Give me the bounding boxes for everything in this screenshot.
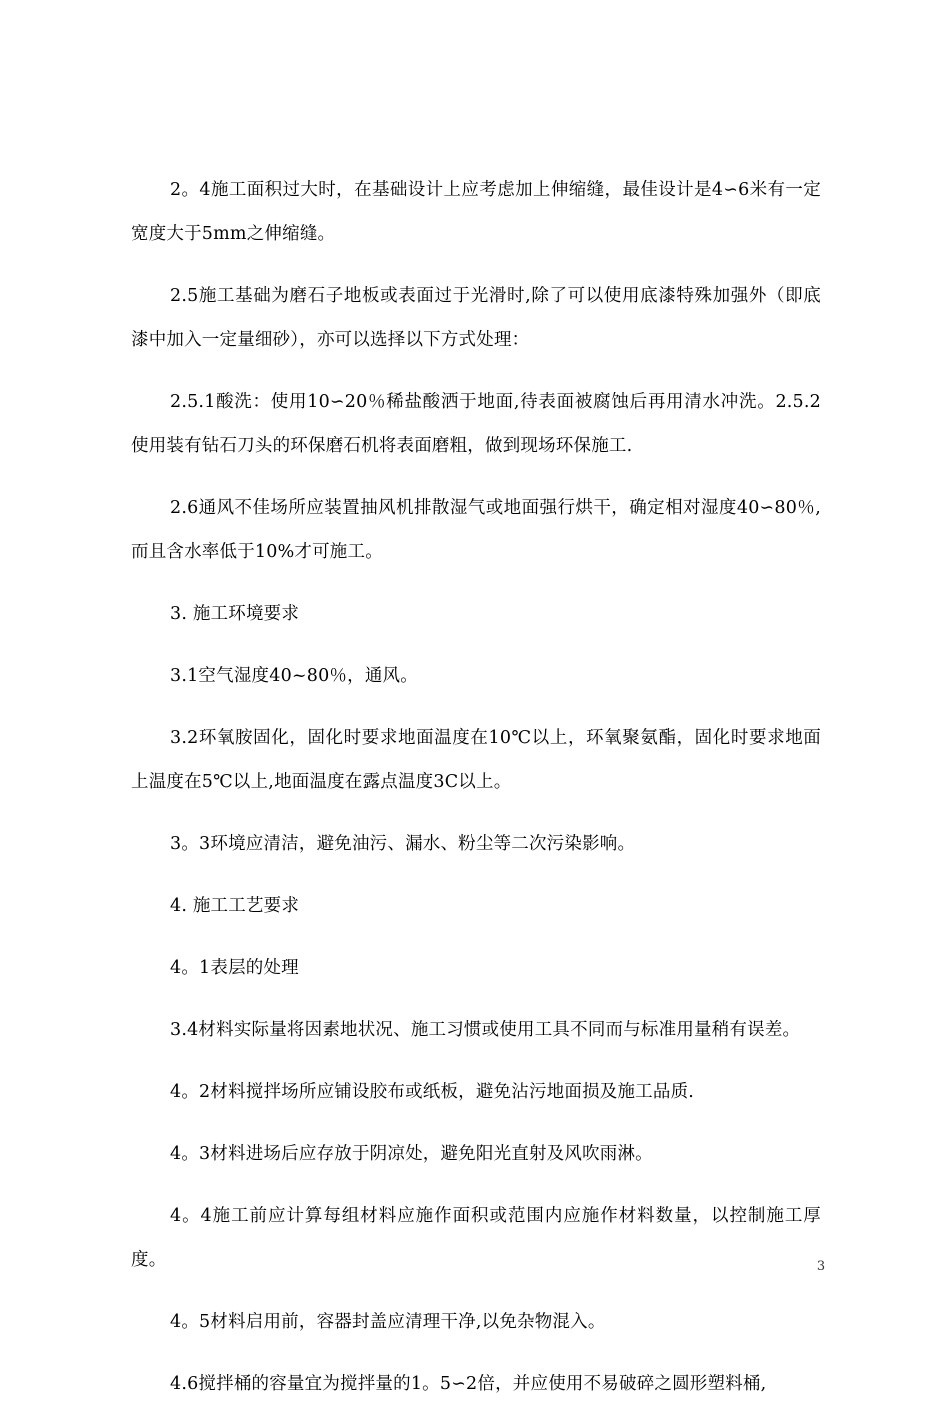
paragraph-2-5-1: 2.5.1酸洗：使用10∽20％稀盐酸洒于地面,待表面被腐蚀后再用清水冲洗。2.5.2使用装有钻石刀头的环保磨石机将表面磨粗，做到现场环保施工. <box>131 392 821 456</box>
paragraph-3-1: 3.1空气湿度40~80％，通风。 <box>170 666 418 686</box>
paragraph-4-3: 4。3材料进场后应存放于阴凉处，避免阳光直射及风吹雨淋。 <box>170 1144 653 1164</box>
section-heading-3: 3. 施工环境要求 <box>170 604 300 624</box>
paragraph-3-4: 3.4材料实际量将因素地状况、施工习惯或使用工具不同而与标准用量稍有误差。 <box>170 1020 801 1040</box>
paragraph-4-2: 4。2材料搅拌场所应铺设胶布或纸板，避免沾污地面损及施工品质. <box>170 1082 695 1102</box>
paragraph-2-4: 2。4施工面积过大时，在基础设计上应考虑加上伸缩缝，最佳设计是4∽6米有一定宽度大于5mm之伸缩缝。 <box>131 180 821 244</box>
paragraph-4-5: 4。5材料启用前，容器封盖应清理干净,以免杂物混入。 <box>170 1312 606 1332</box>
paragraph-2-5: 2.5施工基础为磨石子地板或表面过于光滑时,除了可以使用底漆特殊加强外（即底漆中加入一定量细砂），亦可以选择以下方式处理： <box>131 286 821 350</box>
paragraph-2-6: 2.6通风不佳场所应装置抽风机排散湿气或地面强行烘干，确定相对湿度40∽80％,而且含水率低于10%才可施工。 <box>131 498 821 562</box>
document-body <box>131 168 821 1424</box>
paragraph-3-2: 3.2环氧胺固化，固化时要求地面温度在10℃以上，环氧聚氨酯，固化时要求地面上温度在5℃以上,地面温度在露点温度3C以上。 <box>131 728 821 792</box>
paragraph-4-4: 4。4施工前应计算每组材料应施作面积或范围内应施作材料数量，以控制施工厚度。 <box>131 1206 821 1270</box>
paragraph-4-1: 4。1表层的处理 <box>170 958 299 978</box>
section-heading-4: 4. 施工工艺要求 <box>170 896 300 916</box>
paragraph-3-3: 3。3环境应清洁，避免油污、漏水、粉尘等二次污染影响。 <box>170 834 636 854</box>
page-number: 3 <box>816 1259 826 1274</box>
paragraph-4-6: 4.6搅拌桶的容量宜为搅拌量的1。5∽2倍，并应使用不易破碎之圆形塑料桶, <box>170 1374 767 1394</box>
